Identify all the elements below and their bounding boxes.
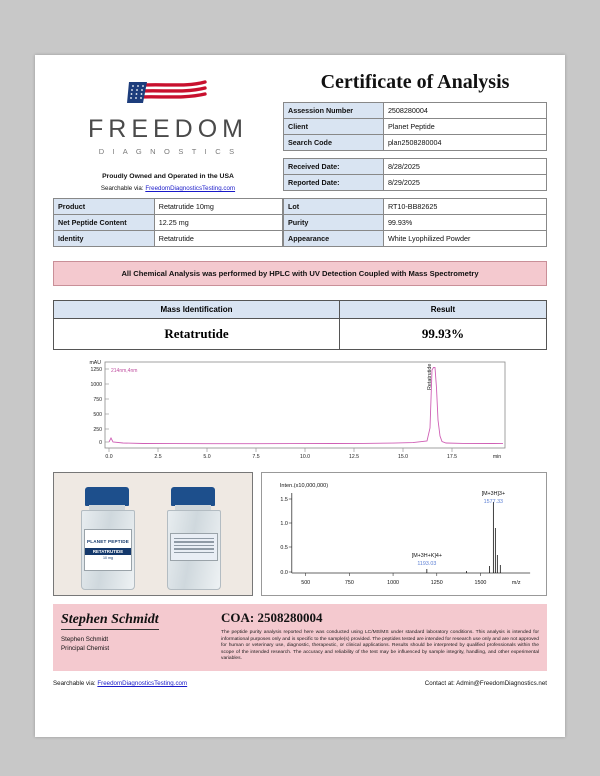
purity-label: Purity (284, 215, 384, 231)
result-header: Result (339, 301, 546, 319)
svg-text:1250: 1250 (90, 367, 102, 373)
logo (53, 79, 283, 156)
spacer (283, 151, 547, 158)
product-info-table (53, 198, 283, 247)
page-title: Certificate of Analysis (320, 71, 510, 93)
svg-text:1250: 1250 (430, 579, 443, 587)
vial-company-name: PLANET PEPTIDE (86, 539, 130, 544)
document-footer (53, 680, 547, 687)
header-right (283, 65, 547, 247)
mass-spectrum-chart (261, 472, 547, 596)
disclaimer-text: The peptide purity analysis reported here was conducted using LC/MS/MS under standard laboratory conditions. This analysis is intended for informational purposes only and is specific to the sample(s) provided. The peptides tested are intended for research use only and are not approved for human or veterinary use, diagnostic, therapeutic, or clinical applications. Results should be interpreted by qualified professionals within the scope of the intended research. The accuracy and reliability of the test may be influenced by sample integrity, handling, and other experimental variables. (221, 630, 539, 662)
svg-text:1000: 1000 (90, 382, 102, 388)
received-date-value: 8/28/2025 (383, 159, 546, 175)
table-header-row (54, 301, 547, 319)
brand-subtitle: D I A G N O S T I C S (98, 147, 238, 156)
dates-table (283, 158, 547, 191)
svg-text:0.5: 0.5 (280, 544, 288, 552)
analysis-method-banner: All Chemical Analysis was performed by HPLC with UV Detection Coupled with Mass Spectrometry (53, 261, 547, 286)
vial-label-front (84, 529, 132, 571)
table-row (54, 231, 283, 247)
spacer (283, 191, 547, 198)
signer-printed-name: Stephen Schmidt (61, 636, 109, 643)
images-and-ms-row (53, 472, 547, 596)
svg-text:12.5: 12.5 (348, 454, 360, 460)
result-value: 99.93% (339, 319, 546, 350)
svg-text:Inten.(x10,000,000): Inten.(x10,000,000) (279, 482, 329, 490)
table-row (284, 231, 547, 247)
svg-text:mAU: mAU (89, 360, 101, 366)
svg-text:2.5: 2.5 (154, 454, 162, 460)
vial-strength: 10 mg (103, 556, 113, 560)
document-header (53, 65, 547, 247)
certificate-body (53, 65, 547, 687)
owned-operated-text: Proudly Owned and Operated in the USA (102, 173, 234, 180)
mass-id-value: Retatrutide (54, 319, 340, 350)
footer-searchable-label: Searchable via: (53, 680, 96, 688)
identity-label: Identity (54, 231, 155, 247)
svg-text:5.0: 5.0 (203, 454, 211, 460)
table-row (284, 215, 547, 231)
searchable-label-top: Searchable via: (100, 185, 144, 192)
received-date-label: Received Date: (284, 159, 384, 175)
svg-text:[M+3H+K]4+: [M+3H+K]4+ (411, 552, 442, 560)
svg-text:10.0: 10.0 (299, 454, 311, 460)
net-peptide-value: 12.25 mg (154, 215, 282, 231)
table-row (54, 319, 547, 350)
assession-number-value: 2508280004 (383, 103, 546, 119)
net-peptide-label: Net Peptide Content (54, 215, 155, 231)
footer-searchable-link[interactable]: FreedomDiagnosticsTesting.com (97, 680, 188, 688)
signer-role: Principal Chemist (61, 645, 110, 653)
svg-text:min: min (492, 454, 502, 460)
search-code-value: plan2508280004 (383, 135, 546, 151)
vial-cap (171, 487, 215, 506)
svg-text:1577.33: 1577.33 (483, 498, 504, 506)
svg-text:500: 500 (301, 579, 311, 587)
accession-table (283, 102, 547, 151)
lot-table (283, 198, 547, 247)
signature-left (61, 610, 211, 663)
table-row (284, 199, 547, 215)
table-row (284, 103, 547, 119)
client-label: Client (284, 119, 384, 135)
table-row (284, 119, 547, 135)
reported-date-label: Reported Date: (284, 175, 384, 191)
vial-cap (85, 487, 129, 506)
product-label: Product (54, 199, 155, 215)
svg-text:m/z: m/z (511, 579, 521, 587)
mass-identification-table (53, 300, 547, 350)
svg-text:15.0: 15.0 (397, 454, 409, 460)
signature-meta (61, 635, 211, 654)
assession-number-label: Assession Number (284, 103, 384, 119)
footer-contact-value: Admin@FreedomDiagnostics.net (456, 680, 547, 688)
lot-value: RT10-BB82625 (383, 199, 546, 215)
footer-contact (425, 680, 547, 687)
svg-text:[M+3H]3+: [M+3H]3+ (481, 490, 506, 498)
svg-text:1000: 1000 (387, 579, 400, 587)
svg-text:1.0: 1.0 (280, 520, 288, 528)
vial-photo (53, 472, 253, 596)
svg-text:1500: 1500 (474, 579, 487, 587)
table-row (284, 159, 547, 175)
svg-text:1193.03: 1193.03 (417, 560, 437, 568)
svg-text:1.5: 1.5 (280, 496, 288, 504)
searchable-via-top (53, 185, 283, 192)
svg-text:500: 500 (93, 412, 102, 418)
svg-text:214nm,4nm: 214nm,4nm (111, 368, 138, 374)
svg-text:17.5: 17.5 (446, 454, 458, 460)
svg-text:0.0: 0.0 (280, 569, 288, 577)
product-value: Retatrutide 10mg (154, 199, 282, 215)
search-code-label: Search Code (284, 135, 384, 151)
searchable-link-top[interactable]: FreedomDiagnosticsTesting.com (145, 185, 236, 192)
certificate-page (35, 55, 565, 737)
vial-label-back (170, 533, 218, 561)
brand-name: FREEDOM (88, 115, 248, 143)
coa-number: COA: 2508280004 (221, 610, 323, 625)
flag-icon (125, 79, 211, 113)
appearance-label: Appearance (284, 231, 384, 247)
table-row (54, 199, 283, 215)
svg-text:Retatrutide: Retatrutide (427, 363, 433, 390)
footer-contact-label: Contact at: (424, 680, 455, 688)
client-value: Planet Peptide (383, 119, 546, 135)
reported-date-value: 8/29/2025 (383, 175, 546, 191)
svg-text:250: 250 (93, 427, 102, 433)
svg-text:750: 750 (93, 397, 102, 403)
table-row (284, 135, 547, 151)
vial-product-name: RETATRUTIDE (85, 548, 131, 555)
vial-front (76, 487, 138, 591)
purity-value: 99.93% (383, 215, 546, 231)
lot-label: Lot (284, 199, 384, 215)
table-row (54, 215, 283, 231)
svg-text:0: 0 (99, 440, 102, 446)
signature-right (221, 610, 539, 663)
vial-back (162, 487, 224, 591)
signature-script: Stephen Schmidt (61, 612, 159, 630)
svg-text:7.5: 7.5 (252, 454, 260, 460)
footer-searchable (53, 680, 187, 687)
table-row (284, 175, 547, 191)
vial-label-text-lines (174, 538, 214, 553)
identity-value: Retatrutide (154, 231, 282, 247)
brand-block (53, 65, 283, 247)
svg-text:750: 750 (344, 579, 354, 587)
signature-block (53, 604, 547, 671)
hplc-chromatogram (53, 358, 547, 466)
svg-text:0.0: 0.0 (105, 454, 113, 460)
mass-id-header: Mass Identification (54, 301, 340, 319)
appearance-value: White Lyophilized Powder (383, 231, 546, 247)
